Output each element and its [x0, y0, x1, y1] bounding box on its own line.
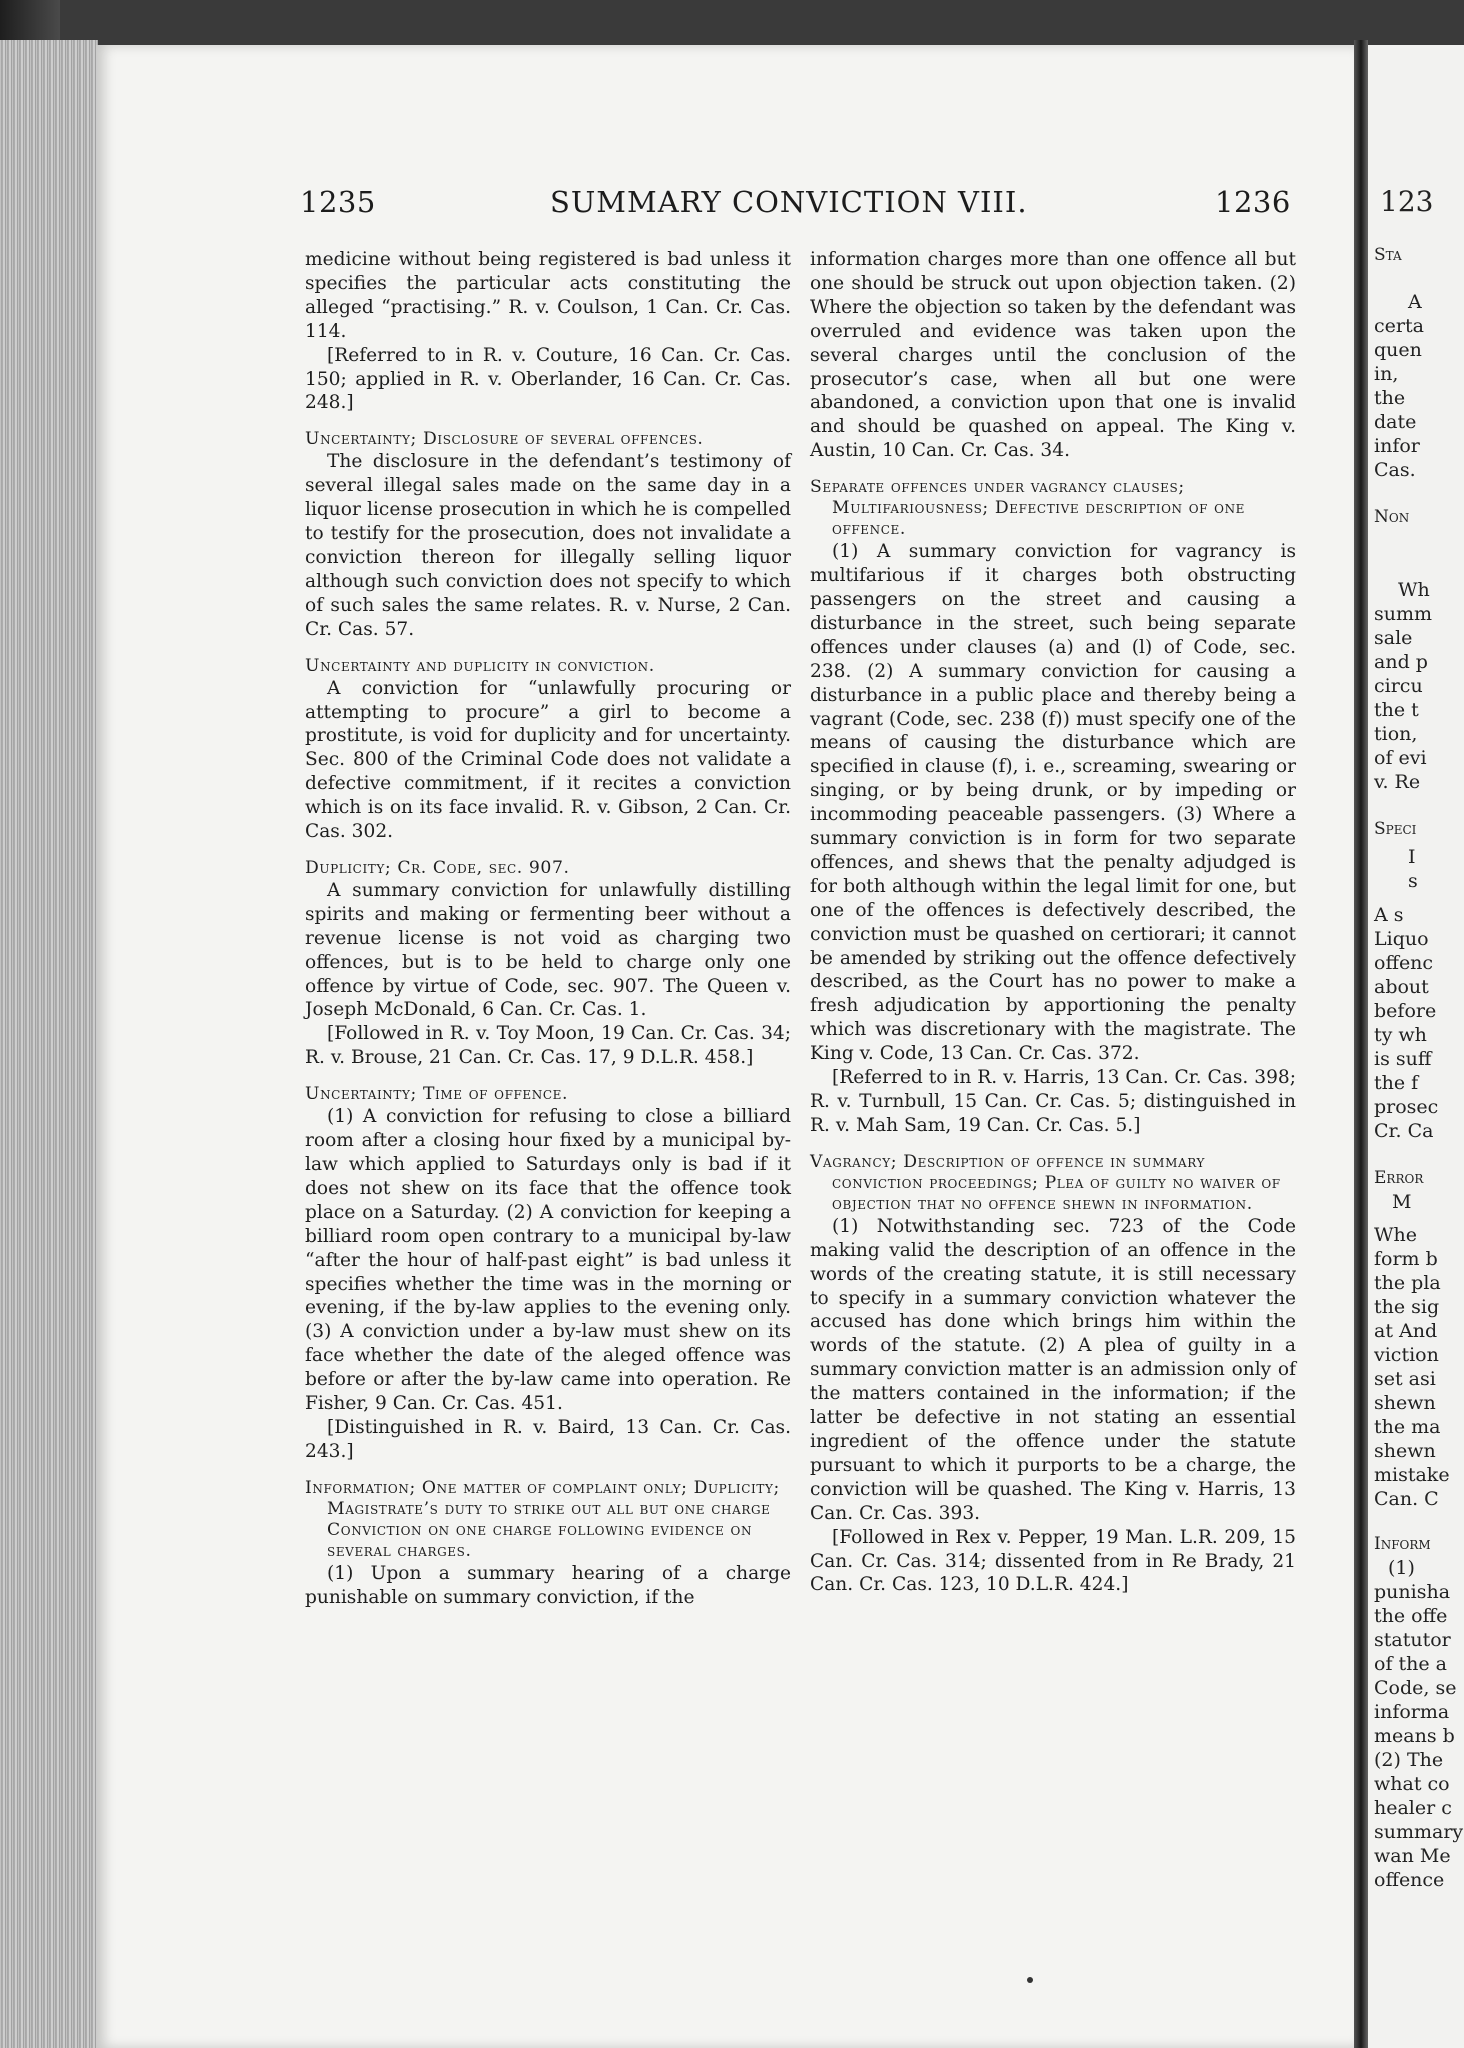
- next-page-line: A s: [1374, 904, 1404, 926]
- next-page-line: sale: [1374, 627, 1413, 649]
- paragraph-continued: information charges more than one offence all but one should be struck out upon objection taken. (2) Where the objection so taken by the defendant was overruled and evidence was taken upon the several charges until the conclusion of the prosecutor’s case, when all but one were abandoned, a conviction upon that one is invalid and should be quashed on appeal. The King v. Austin, 10 Can. Cr. Cas. 34.: [810, 249, 1296, 462]
- next-page-line: wan Me: [1374, 1845, 1451, 1867]
- next-page-line: punisha: [1374, 1581, 1451, 1603]
- next-page-line: Whe: [1374, 1224, 1418, 1246]
- next-page-line: viction: [1374, 1344, 1439, 1366]
- next-page-line: shewn: [1374, 1392, 1436, 1414]
- next-page-line: is suff: [1374, 1048, 1432, 1070]
- next-page-line: Sta: [1374, 245, 1402, 265]
- next-page-line: v. Re: [1374, 771, 1421, 793]
- next-page-line: statutor: [1374, 1629, 1451, 1651]
- page-number-right: 1236: [1215, 185, 1291, 219]
- case-paragraph: A summary conviction for unlawfully distilling spirits and making or fermenting beer without a revenue license is not void as charging two offences, but is to be held to charge only one offence by virtue of Code, sec. 907. The Queen v. Joseph McDonald, 6 Can. Cr. Cas. 1.: [305, 879, 791, 1021]
- next-page-line: A: [1408, 291, 1422, 313]
- next-page-line: set asi: [1374, 1368, 1436, 1390]
- case-paragraph: A conviction for “unlawfully procuring or attempting to procure” a girl to become a prostitute, is void for duplicity and for uncertainty. Sec. 800 of the Criminal Code does not validate a defective commitment, if it recites a conviction which is on its face invalid. R. v. Gibson, 2 Can. Cr. Cas. 302.: [305, 677, 791, 843]
- next-page-line: the sig: [1374, 1296, 1440, 1318]
- next-page-line: the pla: [1374, 1272, 1441, 1294]
- next-page-line: offence: [1374, 1869, 1445, 1891]
- case-paragraph: (1) A summary conviction for vagrancy is multifarious if it charges both obstructing passengers on the street and causing a disturbance in the street, such being separate offences under clauses (a) and (l) of Code, sec. 238. (2) A summary conviction for causing a disturbance in a public place and thereby being a vagrant (Code, sec. 238 (f)) must specify one of the means of causing the disturbance which are specified in clause (f), i. e., screaming, swearing or singing, or by being drunk, or by impeding or incommoding peaceable passengers. (3) Where a summary conviction is in form for two separate offences, and shews that the penalty adjudged is for both although within the legal limit for one, but one of the offences is defectively described, the conviction must be quashed on certiorari; it cannot be amended by striking out the offence defectively described, as the Court has no power to make a fresh adjudication by apportioning the penalty which was discretionary with the magistrate. The King v. Code, 13 Can. Cr. Cas. 372.: [810, 541, 1296, 1065]
- citation-note: [Referred to in R. v. Couture, 16 Can. Cr. Cas. 150; applied in R. v. Oberlander, 16 Can. Cr. Cas. 248.]: [305, 344, 791, 414]
- next-page-line: date: [1374, 411, 1417, 433]
- next-page-line: offenc: [1374, 952, 1434, 974]
- next-page-line: about: [1374, 976, 1429, 998]
- next-page-line: Liquo: [1374, 928, 1429, 950]
- section-heading: Information; One matter of complaint only; Duplicity; Magistrate’s duty to strike out all but one charge Conviction on one charge following evidence on several charges.: [305, 1477, 780, 1561]
- section-heading: Uncertainty and duplicity in conviction.: [305, 655, 655, 676]
- citation-note: [Followed in Rex v. Pepper, 19 Man. L.R. 209, 15 Can. Cr. Cas. 314; dissented from in Re Brady, 21 Can. Cr. Cas. 123, 10 D.L.R. 424.]: [810, 1526, 1296, 1596]
- next-page-line: healer c: [1374, 1797, 1452, 1819]
- book-gutter: [1354, 40, 1368, 2048]
- next-page-line: Inform: [1374, 1534, 1431, 1554]
- next-page-line: certa: [1374, 315, 1424, 337]
- next-page-line: (2) The: [1374, 1749, 1444, 1771]
- next-page-line: summ: [1374, 603, 1433, 625]
- next-page-line: 123: [1380, 185, 1434, 218]
- section-heading: Uncertainty; Disclosure of several offences.: [305, 429, 704, 450]
- next-page-line: Non: [1374, 507, 1410, 527]
- next-page-line: and p: [1374, 651, 1428, 673]
- next-page-line: Speci: [1374, 819, 1417, 839]
- next-page-line: at And: [1374, 1320, 1438, 1342]
- next-page-line: Wh: [1398, 579, 1430, 601]
- section-heading: Separate offences under vagrancy clauses; Multifariousness; Defective description of one offence.: [810, 477, 1246, 540]
- next-page-line: quen: [1374, 339, 1422, 361]
- page-speck: [1027, 1977, 1033, 1983]
- section-heading: Uncertainty; Time of offence.: [305, 1084, 569, 1105]
- next-page-line: the f: [1374, 1072, 1419, 1094]
- next-page-line: prosec: [1374, 1096, 1439, 1118]
- citation-note: [Followed in R. v. Toy Moon, 19 Can. Cr. Cas. 34; R. v. Brouse, 21 Can. Cr. Cas. 17, 9 D.L.R. 458.]: [305, 1023, 791, 1069]
- next-page-line: s: [1408, 870, 1418, 892]
- next-page-line: I: [1408, 846, 1416, 868]
- next-page-line: of evi: [1374, 747, 1427, 769]
- left-column: [305, 248, 791, 1610]
- next-page-line: means b: [1374, 1725, 1455, 1747]
- case-paragraph: (1) Upon a summary hearing of a charge punishable on summary conviction, if the: [305, 1562, 791, 1608]
- next-page-line: mistake: [1374, 1464, 1450, 1486]
- next-page-line: the t: [1374, 699, 1419, 721]
- next-page-line: (1): [1388, 1557, 1415, 1579]
- next-page-line: Cas.: [1374, 459, 1416, 481]
- case-paragraph: The disclosure in the defendant’s testimony of several illegal sales made on the same day in a liquor license prosecution in which he is compelled to testify for the prosecution, does not invalidate a conviction thereon for illegally selling liquor although such conviction does not specify to which of such sales the same relates. R. v. Nurse, 2 Can. Cr. Cas. 57.: [305, 451, 791, 640]
- next-page-line: tion,: [1374, 723, 1418, 745]
- next-page-line: the offe: [1374, 1605, 1448, 1627]
- section-heading: Duplicity; Cr. Code, sec. 907.: [305, 857, 570, 878]
- next-page-line: shewn: [1374, 1440, 1436, 1462]
- right-column: [810, 248, 1296, 1597]
- next-page-line: M: [1392, 1191, 1412, 1213]
- book-page-edges: [0, 40, 98, 2048]
- next-page-line: ty wh: [1374, 1024, 1427, 1046]
- next-page-line: Cr. Ca: [1374, 1120, 1434, 1142]
- page-number-left: 1235: [300, 185, 376, 219]
- next-page-fragment: [1368, 45, 1464, 2048]
- case-paragraph: (1) A conviction for refusing to close a billiard room after a closing hour fixed by a municipal by-law which applied to Saturdays only is bad if it does not shew on its face that the offence took place on a Saturday. (2) A conviction for keeping a billiard room open contrary to a municipal by-law “after the hour of half-past eight” is bad unless it specifies whether the time was in the morning or evening, if the by-law applies to the evening only. (3) A conviction under a by-law must shew on its face whether the date of the aleged offence was before or after the by-law came into operation. Re Fisher, 9 Can. Cr. Cas. 451.: [305, 1106, 791, 1415]
- next-page-line: summary: [1374, 1821, 1464, 1843]
- citation-note: [Referred to in R. v. Harris, 13 Can. Cr. Cas. 398; R. v. Turnbull, 15 Can. Cr. Cas. 5; distinguished in R. v. Mah Sam, 19 Can. Cr. Cas. 5.]: [810, 1067, 1296, 1136]
- section-heading: Vagrancy; Description of offence in summary conviction proceedings; Plea of guilty no waiver of objection that no offence shewn in information.: [810, 1151, 1281, 1214]
- paragraph-continued: medicine without being registered is bad unless it specifies the particular acts constituting the alleged “practising.” R. v. Coulson, 1 Can. Cr. Cas. 114.: [305, 249, 791, 342]
- next-page-line: in,: [1374, 363, 1399, 385]
- page-title: SUMMARY CONVICTION VIII.: [550, 185, 1028, 219]
- next-page-line: what co: [1374, 1773, 1450, 1795]
- next-page-line: the: [1374, 387, 1406, 409]
- next-page-line: form b: [1374, 1248, 1438, 1270]
- next-page-line: informa: [1374, 1701, 1450, 1723]
- case-paragraph: (1) Notwithstanding sec. 723 of the Code making valid the description of an offence in the words of the creating statute, it is still necessary to specify in a summary conviction whatever the accused has done which brings him within the words of the statute. (2) A plea of guilty in a summary conviction matter is an admission only of the matters contained in the information; if the latter be defective in not stating an essential ingredient of the offence under the statute pursuant to which it purports to be a charge, the conviction will be quashed. The King v. Harris, 13 Can. Cr. Cas. 393.: [810, 1215, 1296, 1524]
- next-page-line: of the a: [1374, 1653, 1447, 1675]
- next-page-line: before: [1374, 1000, 1437, 1022]
- next-page-line: circu: [1374, 675, 1423, 697]
- next-page-line: Error: [1374, 1168, 1424, 1188]
- next-page-line: infor: [1374, 435, 1420, 457]
- next-page-line: the ma: [1374, 1416, 1441, 1438]
- next-page-line: Can. C: [1374, 1488, 1439, 1510]
- next-page-line: Code, se: [1374, 1677, 1457, 1699]
- citation-note: [Distinguished in R. v. Baird, 13 Can. Cr. Cas. 243.]: [305, 1416, 791, 1462]
